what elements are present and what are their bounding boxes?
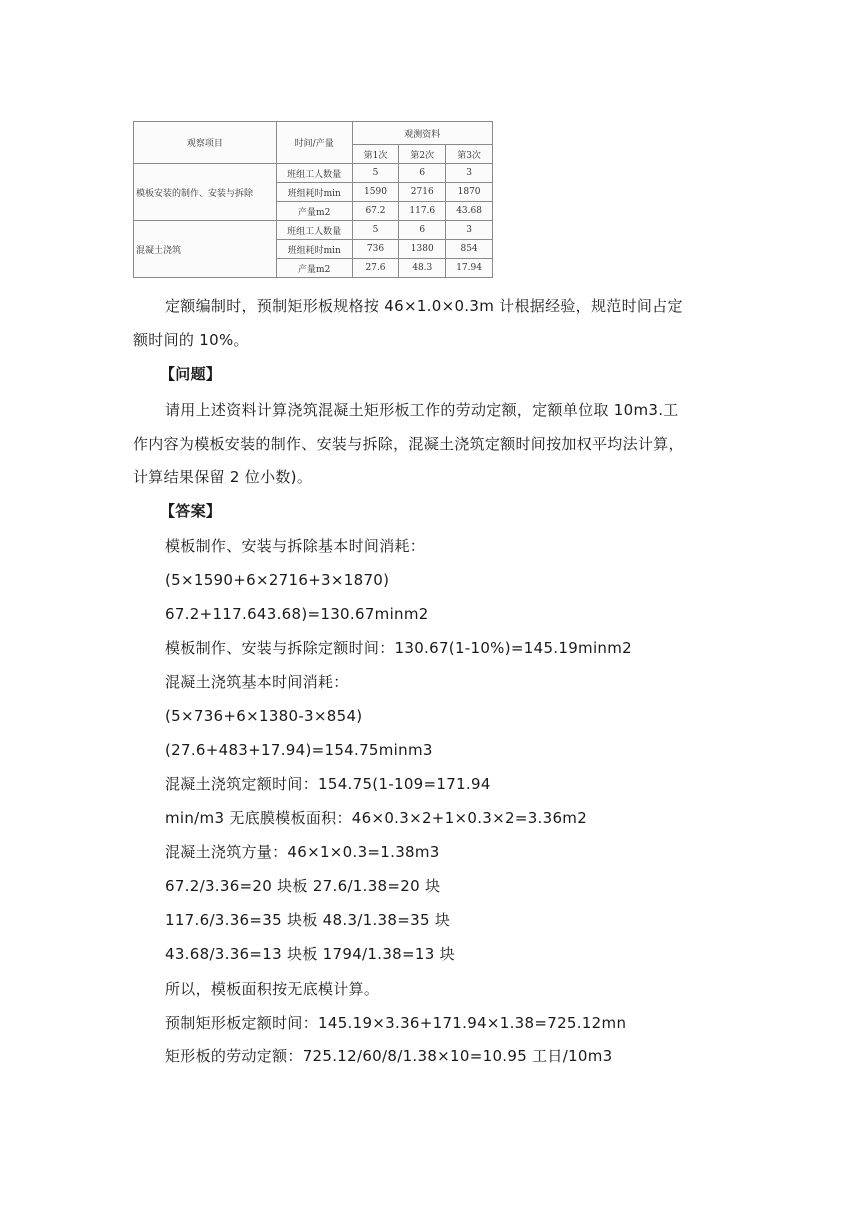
answer-line: 67.2/3.36=20 块板 27.6/1.38=20 块 xyxy=(165,877,441,895)
question-heading: 【问题】 xyxy=(160,365,222,383)
value-cell: 3 xyxy=(446,221,493,240)
value-cell: 5 xyxy=(352,164,399,183)
observation-table xyxy=(133,121,493,278)
answer-heading: 【答案】 xyxy=(160,502,222,520)
header-round-3: 第3次 xyxy=(446,145,493,164)
value-cell: 17.94 xyxy=(446,259,493,278)
table-row xyxy=(134,221,493,240)
metric-cell: 班组工人数量 xyxy=(276,221,352,240)
answer-line: 混凝土浇筑定额时间：154.75(1-109=171.94 xyxy=(165,775,491,793)
value-cell: 1380 xyxy=(399,240,446,259)
header-item: 观察项目 xyxy=(134,122,277,164)
group-name: 混凝土浇筑 xyxy=(134,221,277,278)
answer-line: 混凝土浇筑方量：46×1×0.3=1.38m3 xyxy=(165,843,440,861)
answer-line: 43.68/3.36=13 块板 1794/1.38=13 块 xyxy=(165,945,455,963)
value-cell: 27.6 xyxy=(352,259,399,278)
question-line: 计算结果保留 2 位小数)。 xyxy=(133,468,313,486)
paragraph-line: 定额编制时，预制矩形板规格按 46×1.0×0.3m 计根据经验，规范时间占定 xyxy=(165,297,683,315)
metric-cell: 产量m2 xyxy=(276,202,352,221)
group-name: 模板安装的制作、安装与拆除 xyxy=(134,164,277,221)
header-observation: 观测资料 xyxy=(352,122,492,145)
answer-line: (27.6+483+17.94)=154.75minm3 xyxy=(165,741,433,759)
value-cell: 1870 xyxy=(446,183,493,202)
metric-cell: 班组工人数量 xyxy=(276,164,352,183)
answer-line: 混凝土浇筑基本时间消耗： xyxy=(165,673,349,691)
value-cell: 6 xyxy=(399,164,446,183)
answer-line: 117.6/3.36=35 块板 48.3/1.38=35 块 xyxy=(165,911,451,929)
answer-line: (5×1590+6×2716+3×1870) xyxy=(165,571,390,589)
answer-line: 矩形板的劳动定额：725.12/60/8/1.38×10=10.95 工日/10m3 xyxy=(165,1047,613,1065)
paragraph-line: 额时间的 10%。 xyxy=(133,331,249,349)
value-cell: 43.68 xyxy=(446,202,493,221)
value-cell: 2716 xyxy=(399,183,446,202)
value-cell: 736 xyxy=(352,240,399,259)
metric-cell: 班组耗时min xyxy=(276,183,352,202)
answer-line: 预制矩形板定额时间：145.19×3.36+171.94×1.38=725.12mn xyxy=(165,1014,627,1032)
answer-line: 所以，模板面积按无底模计算。 xyxy=(165,980,380,998)
answer-line: 67.2+117.643.68)=130.67minm2 xyxy=(165,605,429,623)
value-cell: 1590 xyxy=(352,183,399,202)
answer-line: 模板制作、安装与拆除定额时间：130.67(1-10%)=145.19minm2 xyxy=(165,639,632,657)
value-cell: 5 xyxy=(352,221,399,240)
value-cell: 854 xyxy=(446,240,493,259)
table-row xyxy=(134,164,493,183)
header-round-1: 第1次 xyxy=(352,145,399,164)
value-cell: 67.2 xyxy=(352,202,399,221)
answer-line: min/m3 无底膜模板面积：46×0.3×2+1×0.3×2=3.36m2 xyxy=(165,809,588,827)
value-cell: 117.6 xyxy=(399,202,446,221)
table-header-row xyxy=(134,122,493,145)
answer-line: 模板制作、安装与拆除基本时间消耗： xyxy=(165,537,426,555)
question-line: 请用上述资料计算浇筑混凝土矩形板工作的劳动定额，定额单位取 10m3.工 xyxy=(165,401,679,419)
metric-cell: 班组耗时min xyxy=(276,240,352,259)
question-line: 作内容为模板安装的制作、安装与拆除，混凝土浇筑定额时间按加权平均法计算， xyxy=(133,435,684,453)
value-cell: 3 xyxy=(446,164,493,183)
metric-cell: 产量m2 xyxy=(276,259,352,278)
header-time-output: 时间/产量 xyxy=(276,122,352,164)
value-cell: 48.3 xyxy=(399,259,446,278)
header-round-2: 第2次 xyxy=(399,145,446,164)
value-cell: 6 xyxy=(399,221,446,240)
answer-line: (5×736+6×1380-3×854) xyxy=(165,707,363,725)
